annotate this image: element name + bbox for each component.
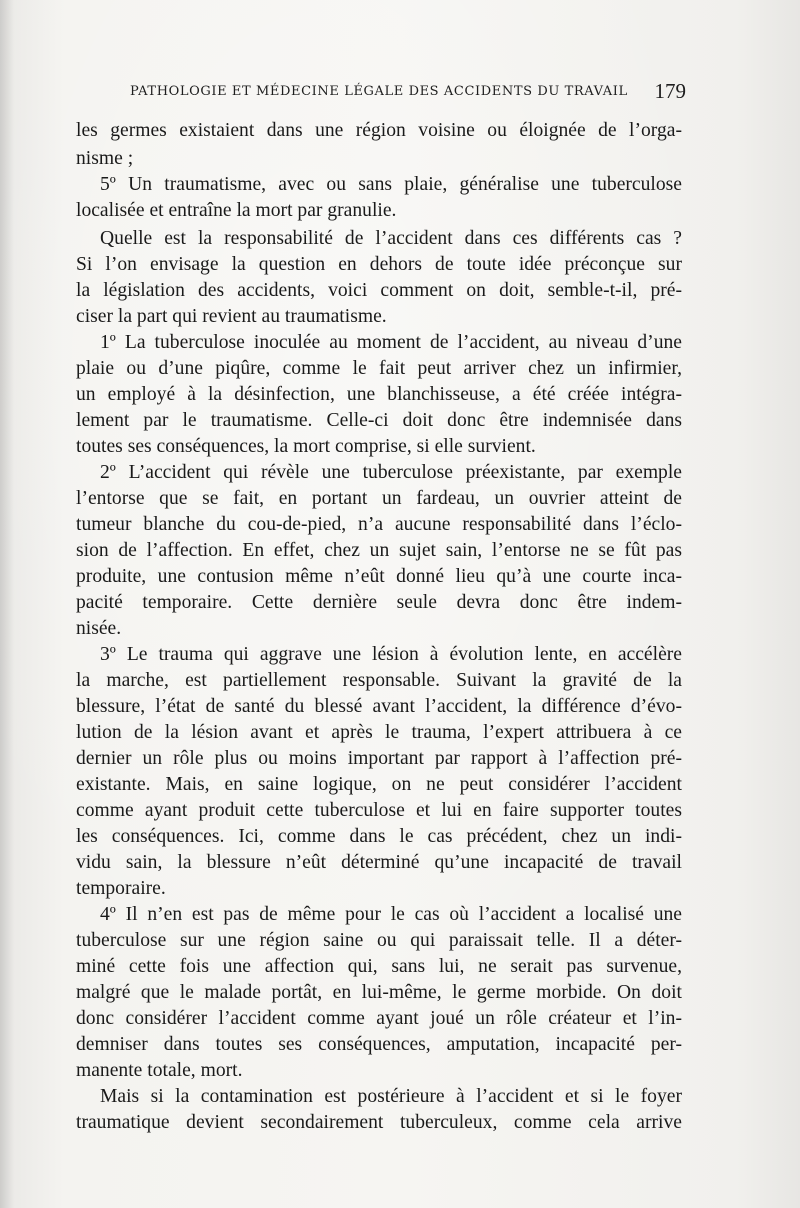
text-line: tumeur blanche du cou-de-pied, n’a aucune responsabilité dans l’éclo- (76, 514, 682, 535)
text-line: tuberculose sur une région saine ou qui paraissait telle. Il a déter- (76, 930, 682, 951)
text-line: vidu sain, la blessure n’eût déterminé qu’une incapacité de travail (76, 852, 682, 873)
text-line: Si l’on envisage la question en dehors de toute idée préconçue sur (76, 254, 682, 275)
text-line: manente totale, mort. (76, 1060, 243, 1081)
text-line: nisme ; (76, 148, 134, 169)
text-line: plaie ou d’une piqûre, comme le fait peut arriver chez un infirmier, (76, 358, 682, 379)
text-line: traumatique devient secondairement tuberculeux, comme cela arrive (76, 1112, 682, 1133)
text-line: miné cette fois une affection qui, sans lui, ne serait pas survenue, (76, 956, 682, 977)
text-line: lution de la lésion avant et après le trauma, l’expert attribuera à ce (76, 722, 682, 743)
text-line: 3º Le trauma qui aggrave une lésion à évolution lente, en accélère (100, 644, 682, 665)
text-line: 2º L’accident qui révèle une tuberculose préexistante, par exemple (100, 462, 682, 483)
text-line: la législation des accidents, voici comment on doit, semble-t-il, pré- (76, 280, 682, 301)
text-line: temporaire. (76, 878, 166, 899)
text-line: pacité temporaire. Cette dernière seule devra donc être indem- (76, 592, 682, 613)
text-line: produite, une contusion même n’eût donné lieu qu’à une courte inca- (76, 566, 682, 587)
text-line: les conséquences. Ici, comme dans le cas précédent, chez un indi- (76, 826, 682, 847)
text-line: malgré que le malade portât, en lui-même, le germe morbide. On doit (76, 982, 682, 1003)
running-header: PATHOLOGIE ET MÉDECINE LÉGALE DES ACCIDENTS DU TRAVAIL (130, 84, 628, 99)
page-number: 179 (654, 79, 686, 103)
text-line: demniser dans toutes ses conséquences, amputation, incapacité per- (76, 1034, 682, 1055)
text-line: l’entorse que se fait, en portant un fardeau, un ouvrier atteint de (76, 488, 682, 509)
text-line: la marche, est partiellement responsable. Suivant la gravité de la (76, 670, 682, 691)
text-line: ciser la part qui revient au traumatisme. (76, 306, 387, 327)
text-line: donc considérer l’accident comme ayant joué un rôle créateur et l’in- (76, 1008, 682, 1029)
text-line: 5º Un traumatisme, avec ou sans plaie, généralise une tuberculose (100, 174, 682, 195)
text-line: les germes existaient dans une région voisine ou éloignée de l’orga- (76, 120, 682, 141)
text-line: sion de l’affection. En effet, chez un sujet sain, l’entorse ne se fût pas (76, 540, 682, 561)
text-line: 1º La tuberculose inoculée au moment de l’accident, au niveau d’une (100, 332, 682, 353)
text-line: toutes ses conséquences, la mort comprise, si elle survient. (76, 436, 536, 457)
text-line: 4º Il n’en est pas de même pour le cas où l’accident a localisé une (100, 904, 682, 925)
text-line: Quelle est la responsabilité de l’accident dans ces différents cas ? (100, 228, 682, 249)
text-line: Mais si la contamination est postérieure à l’accident et si le foyer (100, 1086, 682, 1107)
text-line: existante. Mais, en saine logique, on ne peut considérer l’accident (76, 774, 682, 795)
text-line: localisée et entraîne la mort par granulie. (76, 200, 397, 221)
text-line: nisée. (76, 618, 122, 639)
text-line: dernier un rôle plus ou moins important par rapport à l’affection pré- (76, 748, 682, 769)
text-line: un employé à la désinfection, une blanchisseuse, a été créée intégra- (76, 384, 682, 405)
text-line: blessure, l’état de santé du blessé avant l’accident, la différence d’évo- (76, 696, 682, 717)
text-line: comme ayant produit cette tuberculose et lui en faire supporter toutes (76, 800, 682, 821)
text-line: lement par le traumatisme. Celle-ci doit donc être indemnisée dans (76, 410, 682, 431)
